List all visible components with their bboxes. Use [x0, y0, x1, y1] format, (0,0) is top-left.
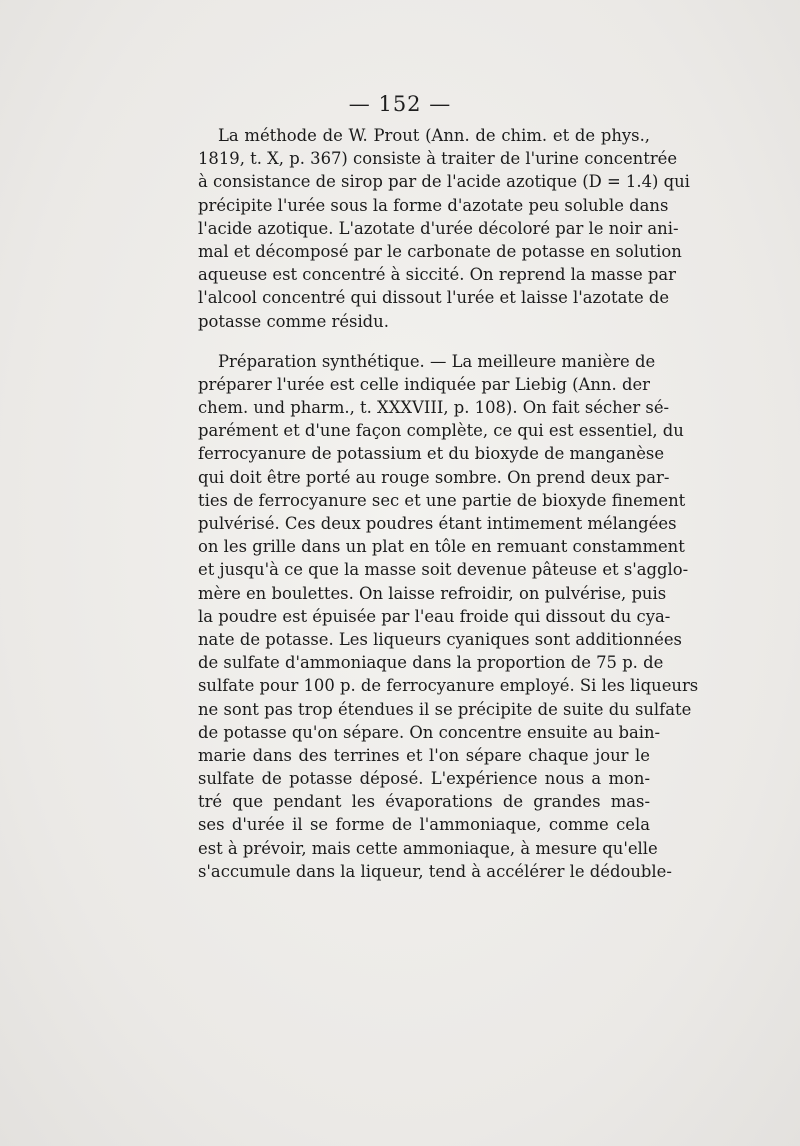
text-line: nate de potasse. Les liqueurs cyaniques sont additionnées	[198, 629, 682, 649]
text-line: parément et d'une façon complète, ce qui est essentiel, du	[198, 421, 684, 441]
text-line: et jusqu'à ce que la masse soit devenue pâteuse et s'agglo-	[198, 560, 689, 580]
text-line: de sulfate d'ammoniaque dans la proportion de 75 p. de	[198, 653, 664, 673]
paragraph-prout-method	[198, 124, 690, 333]
text-line: tré que pendant les évaporations de grandes mas-	[198, 792, 650, 812]
text-line: pulvérisé. Ces deux poudres étant intimement mélangées	[198, 514, 677, 533]
text-line: s'accumule dans la liqueur, tend à accélérer le dédouble-	[198, 861, 672, 881]
text-line: précipite l'urée sous la forme d'azotate peu soluble dans	[198, 195, 669, 215]
text-line: à consistance de sirop par de l'acide azotique (D = 1.4) qui	[198, 172, 690, 192]
page-number: — 152 —	[348, 92, 452, 116]
text-line: on les grille dans un plat en tôle en remuant constamment	[198, 537, 685, 557]
text-line: potasse comme résidu.	[198, 311, 389, 331]
text-line: aqueuse est concentré à siccité. On reprend la masse par	[198, 265, 677, 285]
body-text	[198, 124, 699, 883]
text-line: mal et décomposé par le carbonate de potasse en solution	[198, 241, 682, 261]
text-line: La méthode de W. Prout (Ann. de chim. et de phys.,	[218, 126, 650, 145]
text-line: mère en boulettes. On laisse refroidir, on pulvérise, puis	[198, 583, 667, 603]
text-line: sulfate pour 100 p. de ferrocyanure employé. Si les liqueurs	[198, 676, 699, 696]
text-line: l'alcool concentré qui dissout l'urée et laisse l'azotate de	[198, 288, 670, 308]
text-line: marie dans des terrines et l'on sépare chaque jour le	[198, 745, 650, 765]
text-line: l'acide azotique. L'azotate d'urée décoloré par le noir ani-	[198, 218, 679, 238]
text-line: sulfate de potasse déposé. L'expérience nous a mon-	[198, 769, 650, 789]
text-line: qui doit être porté au rouge sombre. On prend deux par-	[198, 467, 670, 487]
text-line: ferrocyanure de potassium et du bioxyde de manganèse	[198, 444, 665, 464]
text-line: 1819, t. X, p. 367) consiste à traiter de l'urine concentrée	[198, 149, 678, 169]
paragraph-synthetic-preparation	[198, 350, 699, 883]
text-line: ses d'urée il se forme de l'ammoniaque, comme cela	[198, 815, 650, 835]
text-line: préparer l'urée est celle indiquée par Liebig (Ann. der	[198, 374, 650, 394]
text-line: chem. und pharm., t. XXXVIII, p. 108). On fait sécher sé-	[198, 398, 670, 418]
text-line: la poudre est épuisée par l'eau froide qui dissout du cya-	[198, 606, 671, 626]
text-line: est à prévoir, mais cette ammoniaque, à mesure qu'elle	[198, 838, 658, 858]
text-line: Préparation synthétique. — La meilleure manière de	[218, 351, 656, 371]
text-line: ties de ferrocyanure sec et une partie de bioxyde finement	[198, 490, 686, 510]
text-line: ne sont pas trop étendues il se précipite de suite du sulfate	[198, 699, 692, 719]
text-line: de potasse qu'on sépare. On concentre ensuite au bain-	[198, 722, 661, 742]
